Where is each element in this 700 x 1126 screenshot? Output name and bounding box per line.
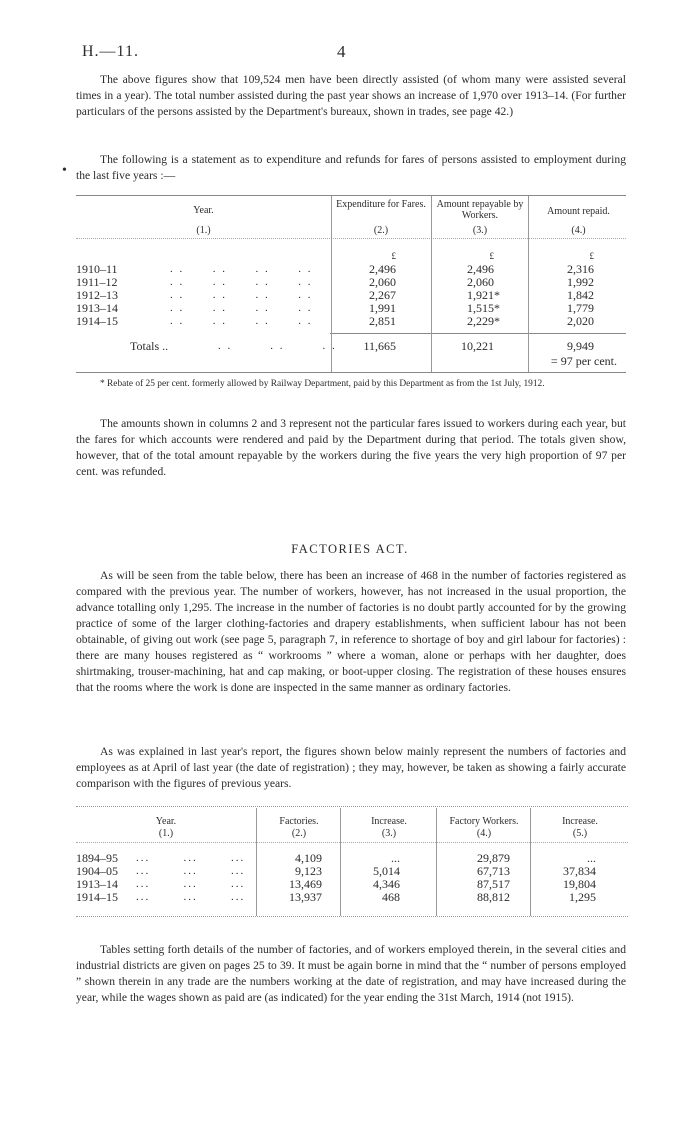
table-header-rule	[76, 238, 626, 239]
totals-label: Totals ..	[130, 339, 169, 353]
page-number: 4	[337, 42, 346, 61]
margin-mark: •	[62, 163, 67, 178]
paragraph-assisted-men: The above figures show that 109,524 men have been directly assisted (of whom many were assisted several times in a year). The total number assisted during the past year shows an increase of 1,970 over 1913–14. (For further particulars of the persons assisted by the Department's bureaux, shown in trades, see page 42.)	[76, 73, 626, 118]
table-header-year: Year.	[155, 816, 177, 827]
table-header-workers: Factory Workers.	[449, 816, 519, 827]
paragraph-factories-increase: As will be seen from the table below, there has been an increase of 468 in the number of factories registered as compared with the previous year. The number of workers, however, has not increased in the usual proportion, the advance totalling only 1,295. The increase in the number of factories is no doubt partly accounted for by the growing practice of some of the larger clothing-factories and drapery establishments, when sufficient labour has not been obtainable, of giving out work (see page 5, paragraph 7, in reference to shortage of boy and girl labour for factories) : there are many houses registered as “ workrooms ” where a woman, alone or perhaps with her daughter, does shirtmaking, trouser-machining, hat and cap making, or boot-upper closing. The registration of these houses ensures that the rooms where the work is done are inspected in the same manner as ordinary factories.	[76, 569, 626, 694]
document-page: H.—11. 4 The above figures show that 109,524 men have been directly assisted (of whom many were assisted several times in a year). The total number assisted during the past year shows an increase of 1,970 over 1913–14. (For further particulars of the persons assisted by the Department's bureaux, shown in trades, see page 42.) The following is a statement as to expenditure and refunds for fares of persons assisted to employment during the last five years :— • Year. (1.) Expenditure for Fares. (2.) Amount repayable by Workers. (3.) Amount repaid. (4.) £ £ £ 1910–11 . . . . . . . . 2,496 2,496 2,316 1911–12 . . . . . . . . 2,060 2,060 1,992 1912–13 . . . . . . . . 2,267 1,921* 1,842 1913–14 . . . . . . . . 1,991 1,515* 1,779 1914–15 . . . . . . . . 2,851 2,229* 2,020 Totals .. . . . . . . 11,665 10,221 9,949 = 97 per cent. * Rebate of 25 per cent. formerly allowed by Railway Department, paid by this Department as from the 1st July, 1912. The amounts shown in columns 2 and 3 represent not the particular fares issued to workers during each year, but the fares for which accounts were rendered and paid by the Department during that period. The totals given show, however, that of the total amount repayable by the workers during the five years the very high proportion of 97 per cent. was refunded. FACTORIES ACT. As will be seen from the table below, there has been an increase of 468 in the number of factories registered as compared with the previous year. The number of workers, however, has not increased in the usual proportion, the advance totalling only 1,295. The increase in the number of factories is no doubt partly accounted for by the growing practice of some of the larger clothing-factories and drapery establishments, when sufficient labour has not been obtainable, of giving out work (see page 5, paragraph 7, in reference to shortage of boy and girl labour for factories) : there are many houses registered as “ workrooms ” where a woman, alone or perhaps with her daughter, does shirtmaking, trouser-machining, hat and cap making, or boot-upper closing. The registration of these houses ensures that the rooms where the work is done are inspected in the same manner as ordinary factories. As was explained in last year's report, the figures shown below mainly represent the numbers of factories and employees as at April of last year (the date of registration) ; they may, however, be taken as showing a fairly accurate comparison with the figures of previous years. Year. (1.) Factories. (2.) Increase. (3.) Factory Workers. (4.) Increase. (5.) 1894–95 ... ... ... 4,109 ... 29,879 ... 1904–05 ... ... ... 9,123 5,014 67,713 37,834 1913–14 ... ... ... 13,469 4,346 87,517 19,804 1914–15 ... ... ... 13,937 468 88,812 1,295 Tables setting forth details of the number of factories, and of workers employed therein, in the several cities and industrial districts are given on pages 25 to 39. It must be again borne in mind that the “ number of persons employed ” shown therein in any trade are the numbers working at the date of registration, and may have increased during the year, while the wages shown as paid are (as indicated) for the year ending the 31st March, 1914 (not 1915).	[0, 0, 700, 1126]
section-title: FACTORIES ACT.	[291, 542, 409, 556]
table-header-increase-num: (3.)	[381, 828, 397, 839]
unit-label: £	[391, 251, 396, 261]
table-header-workers-num: (4.)	[476, 828, 492, 839]
table-header-expenditure-num: (2.)	[373, 225, 389, 236]
table-bottom-rule	[76, 372, 626, 373]
table-header-repaid: Amount repaid.	[547, 206, 610, 217]
footnote: * Rebate of 25 per cent. formerly allowed by Railway Department, paid by this Department as from the 1st July, 1912.	[100, 379, 545, 389]
paragraph-tables-details: Tables setting forth details of the number of factories, and of workers employed therein, in the several cities and industrial districts are given on pages 25 to 39. It must be again borne in mind that the “ number of persons employed ” shown therein in any trade are the numbers working at the date of registration, and may have increased during the year, while the wages shown as paid are (as indicated) for the year ending the 31st March, 1914 (not 1915).	[76, 943, 626, 1004]
table-header-year-num: (1.)	[158, 828, 174, 839]
table-header-expenditure: Expenditure for Fares.	[336, 199, 426, 210]
total-repaid: 9,949	[567, 339, 594, 353]
table-header-year: Year.	[193, 205, 214, 216]
table-header-repayable-num: (3.)	[472, 225, 488, 236]
table-header-factories: Factories.	[279, 816, 319, 827]
table-header-year-num: (1.)	[196, 225, 211, 236]
unit-label: £	[489, 251, 494, 261]
paragraph-registration-note: As was explained in last year's report, the figures shown below mainly represent the numbers of factories and employees as at April of last year (the date of registration) ; they may, however, be taken as showing a fairly accurate comparison with the figures of previous years.	[76, 745, 626, 790]
table-header-factories-num: (2.)	[291, 828, 307, 839]
paragraph-amounts: The amounts shown in columns 2 and 3 represent not the particular fares issued to workers during each year, but the fares for which accounts were rendered and paid by the Department during that period. The totals given show, however, that of the total amount repayable by the workers during the five years the very high proportion of 97 per cent. was refunded.	[76, 417, 626, 478]
table-totals-rule	[330, 333, 626, 334]
table-header-repaid-num: (4.)	[571, 225, 586, 236]
total-repayable: 10,221	[461, 339, 494, 353]
percent-repaid: = 97 per cent.	[550, 354, 617, 368]
paragraph-expenditure-intro: The following is a statement as to expenditure and refunds for fares of persons assisted to employment during the last five years :—	[76, 153, 626, 182]
table-header-workers-increase: Increase.	[562, 816, 598, 827]
table-header-repayable: Amount repayable by Workers.	[436, 199, 524, 221]
document-id: H.—11.	[82, 43, 139, 60]
table-header-increase: Increase.	[371, 816, 407, 827]
total-expenditure: 11,665	[363, 339, 396, 353]
table-top-rule	[76, 195, 626, 196]
table-header-workers-increase-num: (5.)	[572, 828, 588, 839]
unit-label: £	[589, 251, 594, 261]
